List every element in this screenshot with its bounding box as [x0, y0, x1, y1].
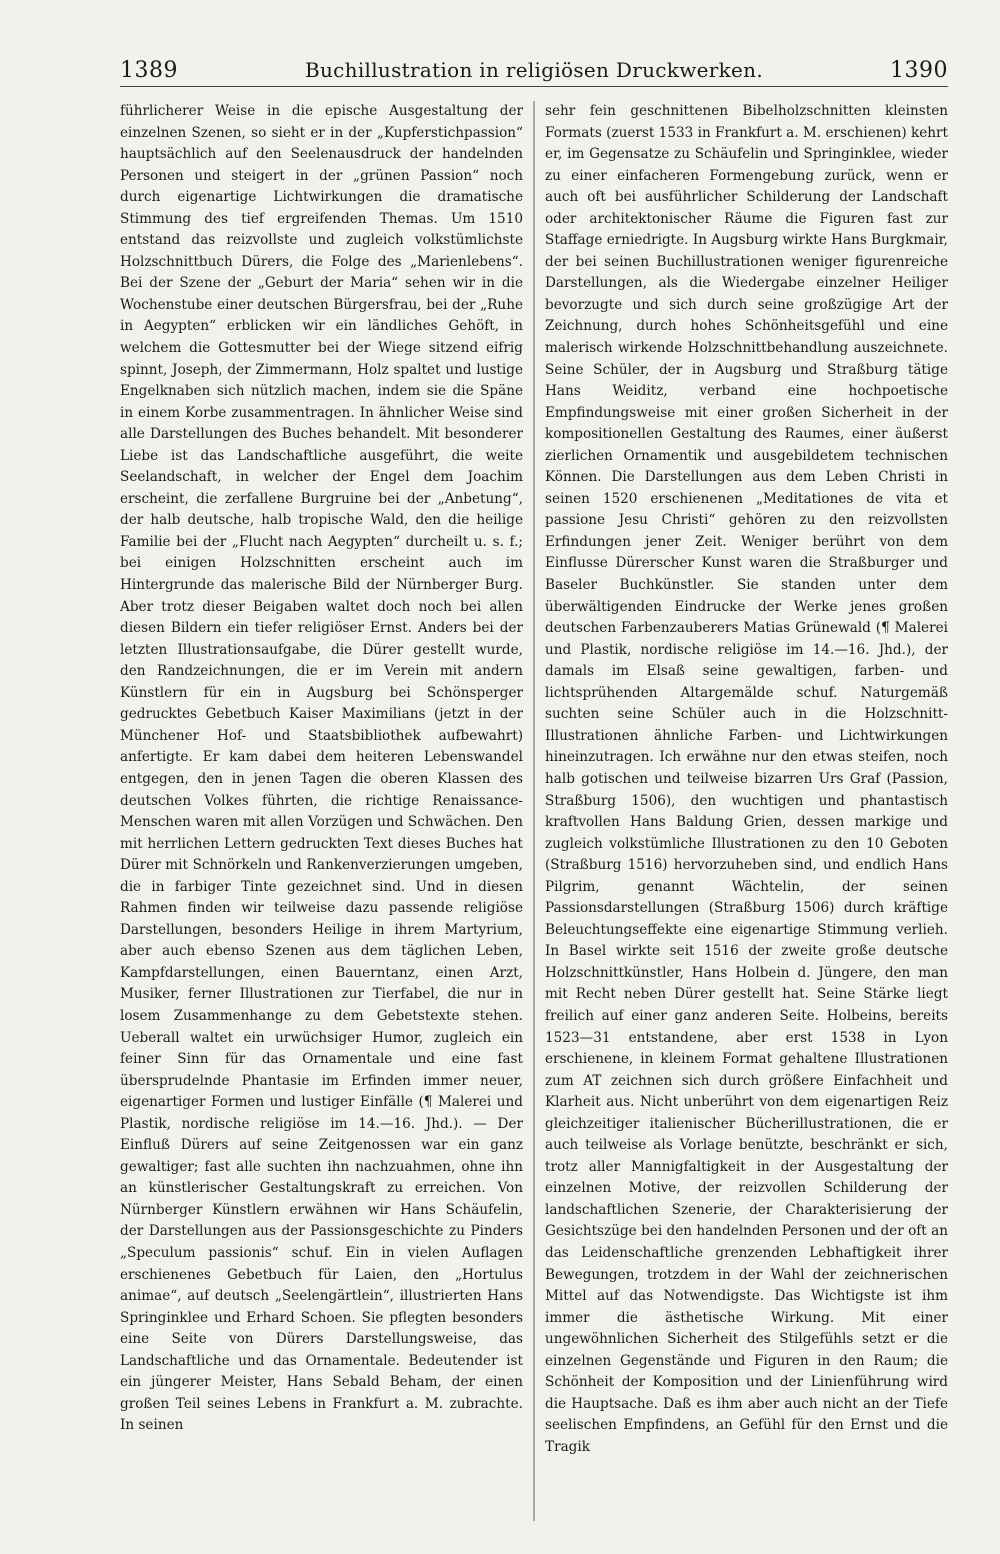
right-column: [545, 101, 948, 1521]
text-columns: [120, 101, 948, 1521]
running-title: Buchillustration in religiösen Druckwerken.: [304, 58, 764, 82]
left-column-text: führlicherer Weise in die epische Ausgestaltung der einzelnen Szenen, so sieht er in der „Kupferstichpassion“ hauptsächlich auf den Seelenausdruck der handelnden Personen und steigert in der „grünen Passion“ noch durch eigenartige Lichtwirkungen die dramatische Stimmung des tief ergreifenden Themas. Um 1510 entstand das reizvollste und zugleich volkstümlichste Holzschnittbuch Dürers, die Folge des „Marienlebens“. Bei der Szene der „Geburt der Maria“ sehen wir in die Wochenstube einer deutschen Bürgersfrau, bei der „Ruhe in Aegypten“ erblicken wir ein ländliches Gehöft, in welchem die Gottesmutter bei der Wiege sitzend eifrig spinnt, Joseph, der Zimmermann, Holz spaltet und lustige Engelknaben sich nützlich machen, indem sie die Späne in einem Korbe zusammentragen. In ähnlicher Weise sind alle Darstellungen des Buches behandelt. Mit besonderer Liebe ist das Landschaftliche ausgeführt, die weite Seelandschaft, in welcher der Engel dem Joachim erscheint, die zerfallene Burgruine bei der „Anbetung“, der halb deutsche, halb tropische Wald, den die heilige Familie bei der „Flucht nach Aegypten“ durcheilt u. s. f.; bei einigen Holzschnitten erscheint auch im Hintergrunde das malerische Bild der Nürnberger Burg. Aber trotz dieser Beigaben waltet doch noch bei allen diesen Bildern ein tiefer religiöser Ernst. Anders bei der letzten Illustrationsaufgabe, die Dürer gestellt wurde, den Randzeichnungen, die er im Verein mit andern Künstlern für ein in Augsburg bei Schönsperger gedrucktes Gebetbuch Kaiser Maximilians (jetzt in der Münchener Hof- und Staatsbibliothek aufbewahrt) anfertigte. Er kam dabei dem heiteren Lebenswandel entgegen, den in jenen Tagen die oberen Klassen des deutschen Volkes führten, die richtige Renaissance-Menschen waren mit allen Vorzügen und Schwächen. Den mit herrlichen Lettern gedruckten Text dieses Buches hat Dürer mit Schnörkeln und Rankenverzierungen umgeben, die in farbiger Tinte gezeichnet sind. Und in diesen Rahmen finden wir teilweise dazu passende religiöse Darstellungen, besonders Heilige in ihrem Martyrium, aber auch ebenso Szenen aus dem täglichen Leben, Kampfdarstellungen, einen Bauerntanz, einen Arzt, Musiker, ferner Illustrationen zur Tierfabel, die nur in losem Zusammenhange zu dem Gebetstexte stehen. Ueberall waltet ein urwüchsiger Humor, zugleich ein feiner Sinn für das Ornamentale und eine fast übersprudelnde Phantasie im Erfinden immer neuer, eigenartiger Formen und lustiger Einfälle (¶ Malerei und Plastik, nordische religiöse im 14.—16. Jhd.). — Der Einfluß Dürers auf seine Zeitgenossen war ein ganz gewaltiger; fast alle suchten ihn nachzuahmen, ohne ihn an künstlerischer Gestaltungskraft zu erreichen. Von Nürnberger Künstlern erwähnen wir Hans Schäufelin, der Darstellungen aus der Passionsgeschichte zu Pinders „Speculum passionis“ schuf. Ein in vielen Auflagen erschienenes Gebetbuch für Laien, den „Hortulus animae“, auf deutsch „Seelengärtlein“, illustrierten Hans Springinklee und Erhard Schoen. Sie pflegten besonders eine Seite von Dürers Darstellungsweise, das Landschaftliche und das Ornamentale. Bedeutender ist ein jüngerer Meister, Hans Sebald Beham, der einen großen Teil seines Lebens in Frankfurt a. M. zubrachte. In seinen: [120, 103, 523, 1434]
left-column: [120, 101, 523, 1521]
page-number-left: 1389: [120, 58, 178, 83]
right-column-text: sehr fein geschnittenen Bibelholzschnitten kleinsten Formats (zuerst 1533 in Frankfurt a. M. erschienen) kehrt er, im Gegensatze zu Schäufelin und Springinklee, wieder zu einer einfacheren Formengebung zurück, wenn er auch oft bei ausführlicher Schilderung der Landschaft oder architektonischer Räume die Figuren fast zur Staffage erniedrigte. In Augsburg wirkte Hans Burgkmair, der bei seinen Buchillustrationen weniger figurenreiche Darstellungen, als die Wiedergabe einzelner Heiliger bevorzugte und sich durch seine großzügige Art der Zeichnung, durch hohes Schönheitsgefühl und eine malerisch wirkende Holzschnittbehandlung auszeichnete. Seine Schüler, der in Augsburg und Straßburg tätige Hans Weiditz, verband eine hochpoetische Empfindungsweise mit einer großen Sicherheit in der kompositionellen Gestaltung des Raumes, einer äußerst zierlichen Ornamentik und ausgebildetem technischen Können. Die Darstellungen aus dem Leben Christi in seinen 1520 erschienenen „Meditationes de vita et passione Jesu Christi“ gehören zu den reizvollsten Erfindungen jener Zeit. Weniger berührt von dem Einflusse Dürerscher Kunst waren die Straßburger und Baseler Buchkünstler. Sie standen unter dem überwältigenden Eindrucke der Werke jenes großen deutschen Farbenzauberers Matias Grünewald (¶ Malerei und Plastik, nordische religiöse im 14.—16. Jhd.), der damals im Elsaß seine gewaltigen, farben- und lichtsprühenden Altargemälde schuf. Naturgemäß suchten seine Schüler auch in die Holzschnitt-Illustrationen ähnliche Farben- und Lichtwirkungen hineinzutragen. Ich erwähne nur den etwas steifen, noch halb gotischen und teilweise bizarren Urs Graf (Passion, Straßburg 1506), den wuchtigen und phantastisch kraftvollen Hans Baldung Grien, dessen markige und zugleich volkstümliche Illustrationen zu den 10 Geboten (Straßburg 1516) hervorzuheben sind, und endlich Hans Pilgrim, genannt Wächtelin, der seinen Passionsdarstellungen (Straßburg 1506) durch kräftige Beleuchtungseffekte eine eigenartige Stimmung verlieh. In Basel wirkte seit 1516 der zweite große deutsche Holzschnittkünstler, Hans Holbein d. Jüngere, den man mit Recht neben Dürer gestellt hat. Seine Stärke liegt freilich auf einer ganz anderen Seite. Holbeins, bereits 1523—31 entstandene, aber erst 1538 in Lyon erschienene, in kleinem Format gehaltene Illustrationen zum AT zeichnen sich durch größere Einfachheit und Klarheit aus. Nicht unberührt von dem eigenartigen Reiz gleichzeitiger italienischer Bücherillustrationen, die er auch teilweise als Vorlage benützte, beschränkt er sich, trotz aller Mannigfaltigkeit in der Ausgestaltung der einzelnen Motive, der reizvollen Schilderung der landschaftlichen Szenerie, der Charakterisierung der Gesichtszüge bei den handelnden Personen und der oft an das Leidenschaftliche grenzenden Lebhaftigkeit ihrer Bewegungen, trotzdem in der Wahl der zeichnerischen Mittel auf das Notwendigste. Das Wichtigste ist ihm immer die ästhetische Wirkung. Mit einer ungewöhnlichen Sicherheit des Stilgefühls setzt er die einzelnen Gegenstände und Figuren in den Raum; die Schönheit der Komposition und der Linienführung wird die Hauptsache. Daß es ihm aber auch nicht an der Tiefe seelischen Empfindens, an Gefühl für den Ernst und die Tragik: [545, 103, 948, 1455]
running-header: [120, 52, 948, 87]
column-divider: [534, 101, 535, 1521]
page-number-right: 1390: [890, 58, 948, 83]
